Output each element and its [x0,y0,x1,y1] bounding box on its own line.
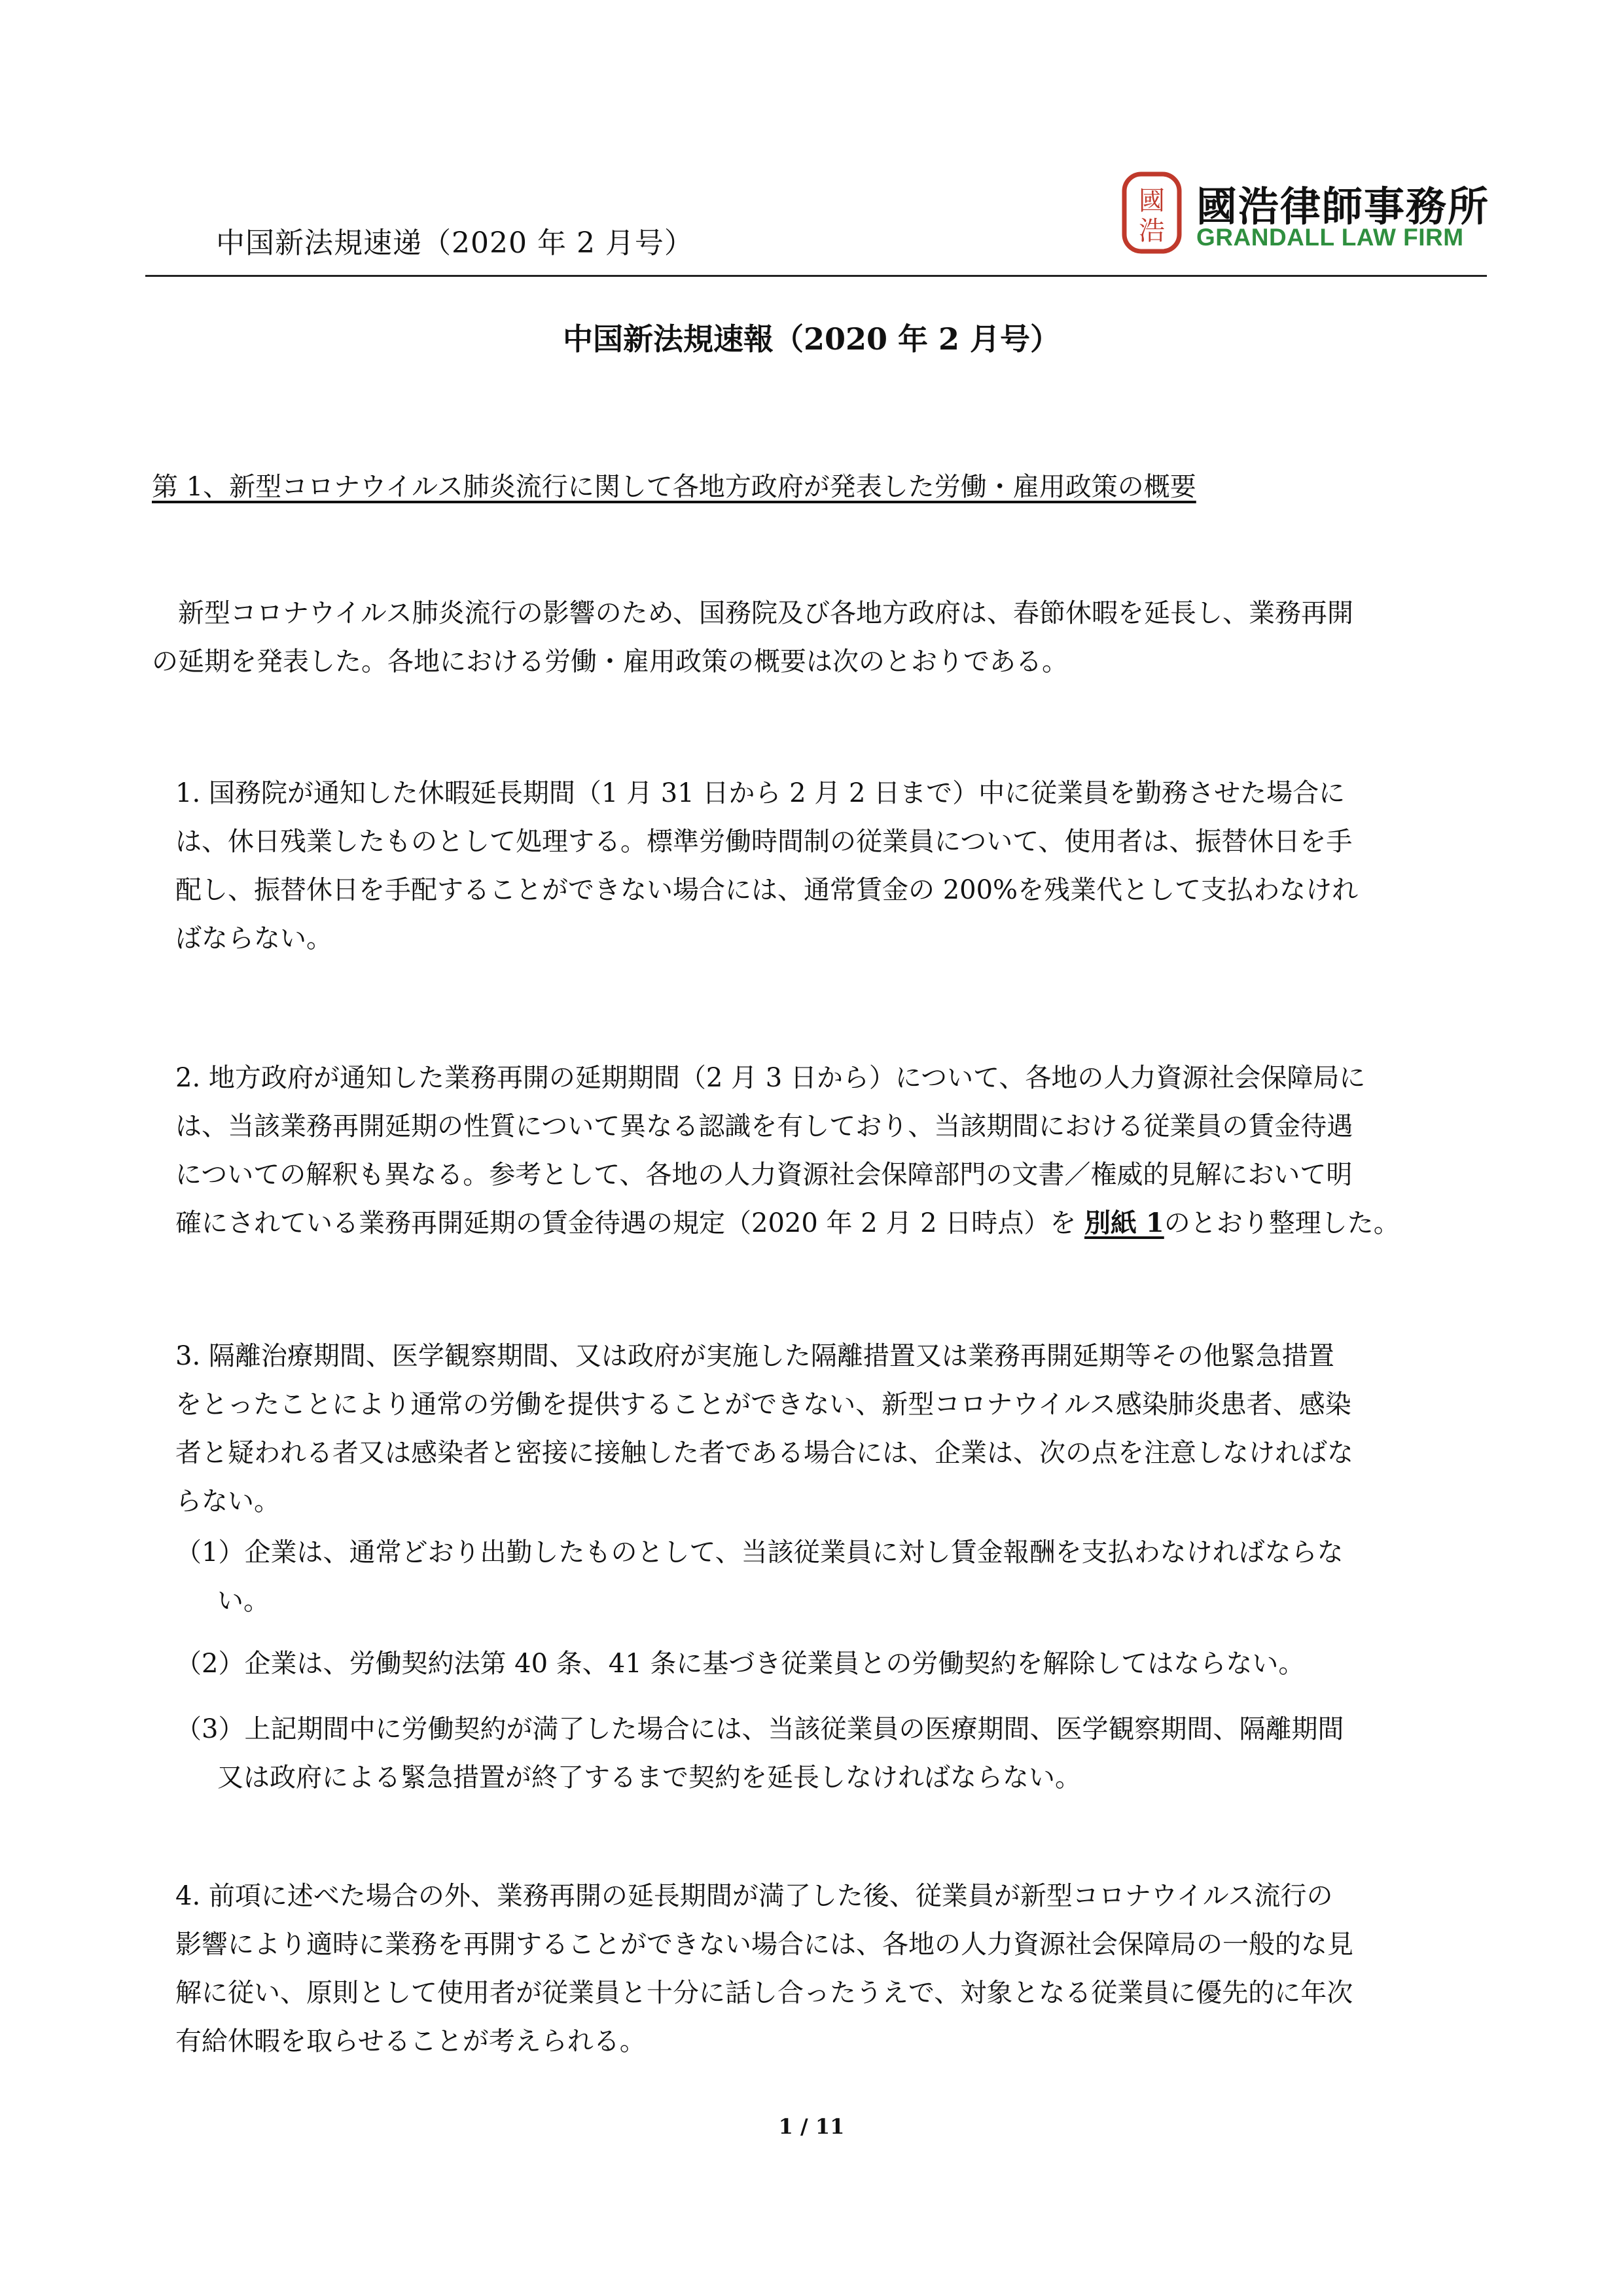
seal-icon [1120,171,1183,254]
svg-text:浩: 浩 [1139,216,1165,246]
text-line [152,1199,1474,1247]
text-fragment: のとおり整理した。 [1164,1208,1400,1238]
text-line: 影響により適時に業務を再開することができない場合には、各地の人力資源社会保障局の一般的な見 [175,1929,1353,1960]
appendix-1-link[interactable]: 別紙 1 [1084,1208,1164,1238]
text-line: らない。 [175,1486,280,1516]
section-heading: 第 1、新型コロナウイルス肺炎流行に関して各地方政府が発表した労働・雇用政策の概要 [152,472,1196,502]
text-line: 有給休暇を取らせることが考えられる。 [175,2026,646,2056]
firm-logo [1120,171,1490,257]
text-line: の延期を発表した。各地における労働・雇用政策の概要は次のとおりである。 [152,647,1068,677]
text-line: い。 [217,1586,270,1616]
text-line: （2）企業は、労働契約法第 40 条、41 条に基づき従業員との労働契約を解除してはならない。 [175,1649,1305,1679]
text-line: 者と疑われる者又は感染者と密接に接触した者である場合には、企業は、次の点を注意しなければな [175,1438,1353,1468]
item-3 [152,1332,1474,1526]
item-2 [152,1054,1474,1247]
sub-item-1 [152,1528,1474,1625]
text-line: 2. 地方政府が通知した業務再開の延期期間（2 月 3 日から）について、各地の人力資源社会保障局に [175,1063,1366,1093]
logo-english-name: GRANDALL LAW FIRM [1196,224,1464,251]
document-title: 中国新法規速報（2020 年 2 月号） [562,321,1061,357]
text-line: は、休日残業したものとして処理する。標準労働時間制の従業員について、使用者は、振替休日を手 [175,827,1353,857]
text-line: ばならない。 [175,924,332,954]
item-1 [152,769,1474,963]
svg-text:國: 國 [1139,186,1165,216]
running-header: 中国新法規速递（2020 年 2 月号） [216,226,694,260]
intro-paragraph [152,589,1474,686]
text-line: （1）企業は、通常どおり出勤したものとして、当該従業員に対し賃金報酬を支払わなければならな [175,1537,1344,1568]
text-line: をとったことにより通常の労働を提供することができない、新型コロナウイルス感染肺炎患者、感染 [175,1390,1351,1420]
text-line: 4. 前項に述べた場合の外、業務再開の延長期間が満了した後、従業員が新型コロナウイルス流行の [175,1881,1333,1911]
text-line: 配し、振替休日を手配することができない場合には、通常賃金の 200%を残業代として支払わなけれ [175,875,1359,905]
text-fragment: 確にされている業務再開延期の賃金待遇の規定（2020 年 2 月 2 日時点）を [175,1208,1084,1238]
text-line: についての解釈も異なる。参考として、各地の人力資源社会保障部門の文書／権威的見解において明 [175,1160,1353,1190]
page-number: 1 / 11 [778,2114,845,2139]
text-line: 又は政府による緊急措置が終了するまで契約を延長しなければならない。 [217,1763,1081,1793]
logo-chinese-name: 國浩律師事務所 [1196,183,1490,230]
text-line: 解に従い、原則として使用者が従業員と十分に話し合ったうえで、対象となる従業員に優先的に年次 [175,1978,1353,2008]
text-line: 3. 隔離治療期間、医学観察期間、又は政府が実施した隔離措置又は業務再開延期等その他緊急措置 [175,1341,1334,1371]
text-line: は、当該業務再開延期の性質について異なる認識を有しており、当該期間における従業員の賃金待遇 [175,1111,1353,1141]
item-4 [152,1872,1474,2066]
header-divider [145,275,1487,277]
sub-item-3 [152,1705,1474,1802]
text-line: 1. 国務院が通知した休暇延長期間（1 月 31 日から 2 月 2 日まで）中に従業員を勤務させた場合に [175,778,1346,808]
text-line: （3）上記期間中に労働契約が満了した場合には、当該従業員の医療期間、医学観察期間、隔離期間 [175,1714,1344,1744]
text-line: 新型コロナウイルス肺炎流行の影響のため、国務院及び各地方政府は、春節休暇を延長し、業務再開 [178,598,1353,628]
sub-item-2 [152,1640,1474,1688]
